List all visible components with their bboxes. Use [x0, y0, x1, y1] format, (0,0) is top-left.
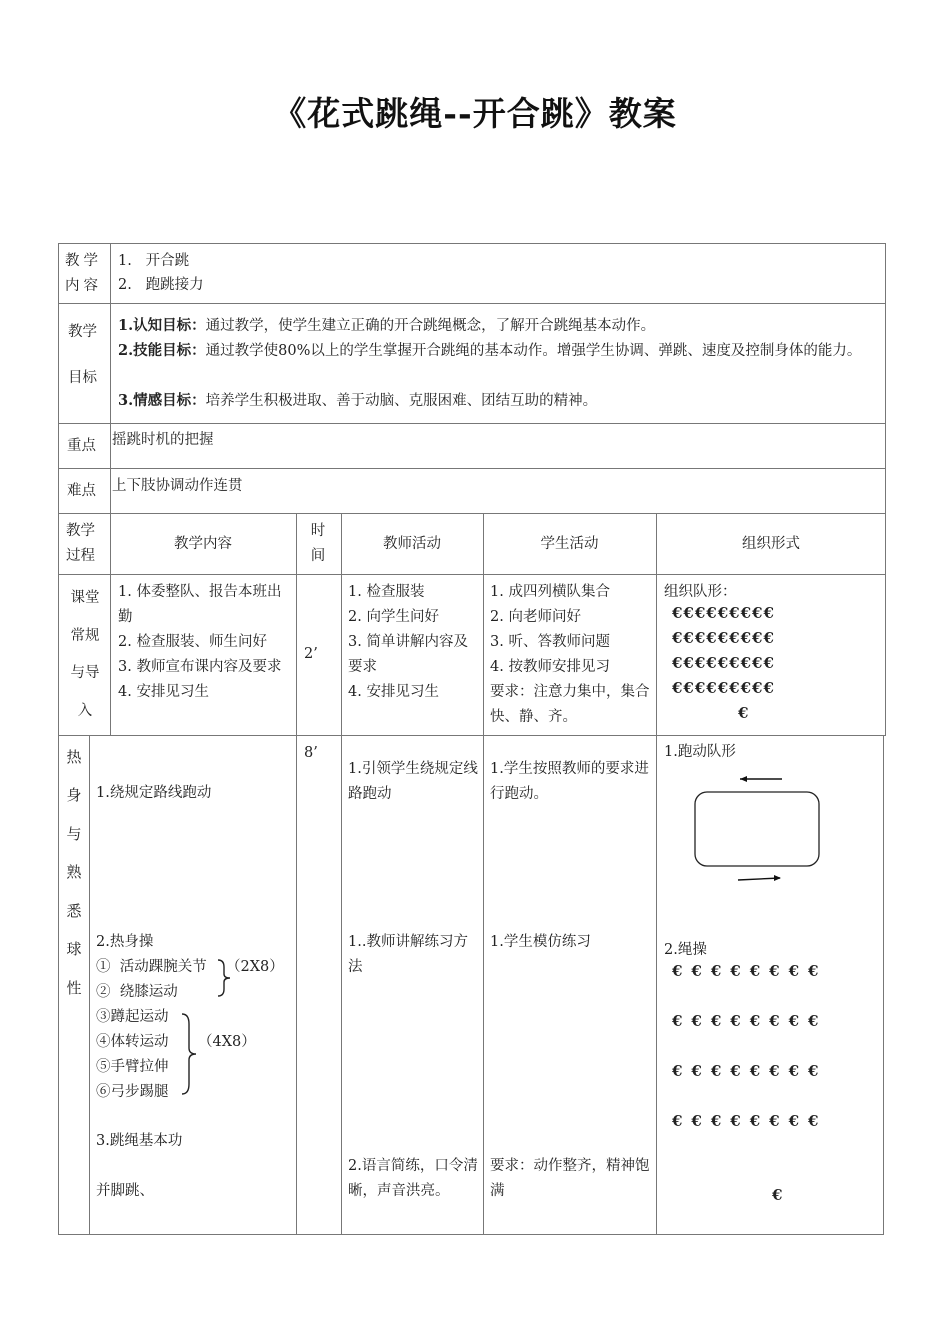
key-point-text: 摇跳时机的把握 — [112, 432, 214, 448]
rope-formation-row: €€€€€€€€ — [672, 1012, 828, 1030]
warmup-content-3: 3.跳绳基本功 — [96, 1133, 183, 1149]
warmup-org-2: 2.绳操 — [664, 942, 707, 958]
teacher-position-mark: € — [772, 1186, 784, 1204]
route-rectangle — [695, 792, 819, 866]
row-divider — [58, 468, 886, 469]
column-divider — [341, 574, 342, 736]
warmup-content-4: 并脚跳、 — [96, 1183, 154, 1199]
warmup-label-char: 身 — [66, 786, 82, 804]
column-divider — [656, 574, 657, 736]
warmup-content-1: 1.绕规定路线跑动 — [96, 785, 212, 801]
warmup-label-char: 热 — [66, 748, 82, 766]
goal-skill-label: 2.技能目标： — [118, 342, 206, 359]
exercise-5: ⑤手臂拉伸 — [96, 1059, 169, 1075]
goal-cognitive-text: 通过教学，使学生建立正确的开合跳绳概念，了解开合跳绳基本动作。 — [205, 318, 656, 334]
page-title: 《花式跳绳--开合跳》教案 — [273, 94, 677, 133]
row-divider — [58, 303, 886, 304]
intro-student-activity: 1. 成四列横队集合 2. 向老师问好 3. 听、答教师问题 4. 按教师安排见习 要求：注意力集中，集合快、静、齐。 — [490, 584, 650, 725]
column-divider — [483, 735, 484, 1235]
header-teacher: 教师活动 — [383, 536, 441, 552]
arrow-right-icon — [738, 878, 780, 880]
goal-cognitive — [118, 313, 878, 339]
warmup-label-char: 熟 — [66, 863, 82, 881]
intro-org-label: 组织队形： — [664, 584, 737, 600]
goal-cognitive-label: 1.认知目标： — [118, 317, 206, 334]
warmup-label-char: 性 — [66, 979, 82, 997]
goals-row-label-1: 教学 — [68, 324, 97, 340]
content-row-label: 教学内容 — [65, 253, 102, 294]
rope-formation-row: €€€€€€€€ — [672, 962, 828, 980]
rope-formation-row: €€€€€€€€ — [672, 1062, 828, 1080]
header-student: 学生活动 — [540, 536, 599, 552]
warmup-teacher-2: 1..教师讲解练习方法 — [348, 934, 468, 975]
exercise-6: ⑥弓步踢腿 — [96, 1084, 169, 1100]
goal-affective-text: 培养学生积极进取、善于动脑、克服困难、团结互助的精神。 — [205, 393, 598, 409]
brace-icon — [216, 958, 232, 998]
formation-row: €€€€€€€€€ — [672, 629, 775, 647]
warmup-org-1: 1.跑动队形 — [664, 744, 736, 760]
warmup-content-2: 2.热身操 — [96, 934, 154, 950]
content-item-1: 1. 开合跳 — [118, 253, 190, 269]
column-divider — [296, 513, 297, 575]
warmup-student-1: 1.学生按照教师的要求进行跑动。 — [490, 761, 649, 802]
exercise-1-count: （2X8） — [226, 959, 284, 975]
column-divider — [296, 735, 297, 1235]
column-divider — [341, 735, 342, 1235]
intro-teacher-activity: 1. 检查服装 2. 向学生问好 3. 简单讲解内容及要求 4. 安排见习生 — [348, 584, 468, 700]
key-point-label: 重点 — [67, 438, 96, 454]
goal-affective-label: 3.情感目标： — [118, 392, 206, 409]
label-column-divider — [110, 243, 111, 575]
header-time: 时间 — [310, 523, 326, 564]
content-item-2: 2. 跑跳接力 — [118, 277, 204, 293]
goal-skill-text: 通过教学使80%以上的学生掌握开合跳绳的基本动作。增强学生协调、弹跳、速度及控制身体的能力。 — [205, 343, 862, 359]
rope-formation-row: €€€€€€€€ — [672, 1112, 828, 1130]
warmup-student-3: 要求：动作整齐，精神饱满 — [490, 1158, 650, 1199]
header-organization: 组织形式 — [742, 536, 800, 552]
column-divider — [110, 574, 111, 736]
column-divider — [296, 574, 297, 736]
row-divider — [58, 423, 886, 424]
goals-row-label-2: 目标 — [68, 370, 97, 386]
column-divider — [89, 735, 90, 1235]
header-content: 教学内容 — [174, 536, 232, 552]
formation-row: €€€€€€€€€ — [672, 604, 775, 622]
exercise-3: ③蹲起运动 — [96, 1009, 169, 1025]
difficulty-label: 难点 — [67, 483, 96, 499]
section-intro-label: 课堂常规与导入 — [70, 590, 100, 719]
brace-icon — [180, 1012, 198, 1096]
intro-time: 2’ — [304, 646, 318, 662]
difficulty-text: 上下肢协调动作连贯 — [112, 478, 243, 494]
warmup-time: 8’ — [304, 745, 318, 761]
formation-row: €€€€€€€€€ — [672, 679, 775, 697]
warmup-label-char: 球 — [66, 940, 82, 958]
exercise-4-count: （4X8） — [198, 1034, 256, 1050]
running-route-diagram — [688, 770, 828, 888]
warmup-student-2: 1.学生模仿练习 — [490, 934, 591, 950]
warmup-teacher-1: 1.引领学生绕规定线路跑动 — [348, 761, 478, 802]
column-divider — [656, 735, 657, 1235]
teacher-position-mark: € — [738, 704, 750, 722]
exercise-4: ④体转运动 — [96, 1034, 169, 1050]
header-process: 教学过程 — [66, 523, 95, 564]
goal-skill — [118, 338, 882, 364]
goal-affective — [118, 388, 878, 414]
formation-row: €€€€€€€€€ — [672, 654, 775, 672]
exercise-2: ② 绕膝运动 — [96, 984, 178, 1000]
exercise-1: ① 活动踝腕关节 — [96, 959, 207, 975]
row-divider — [58, 513, 886, 514]
intro-content: 1. 体委整队、报告本班出勤 2. 检查服装、师生问好 3. 教师宣布课内容及要求 4. 安排见习生 — [118, 584, 282, 700]
warmup-teacher-3: 2.语言简练，口令清晰，声音洪亮。 — [348, 1158, 478, 1199]
warmup-label-char: 悉 — [66, 902, 82, 920]
warmup-label-char: 与 — [66, 825, 82, 843]
column-divider — [483, 574, 484, 736]
